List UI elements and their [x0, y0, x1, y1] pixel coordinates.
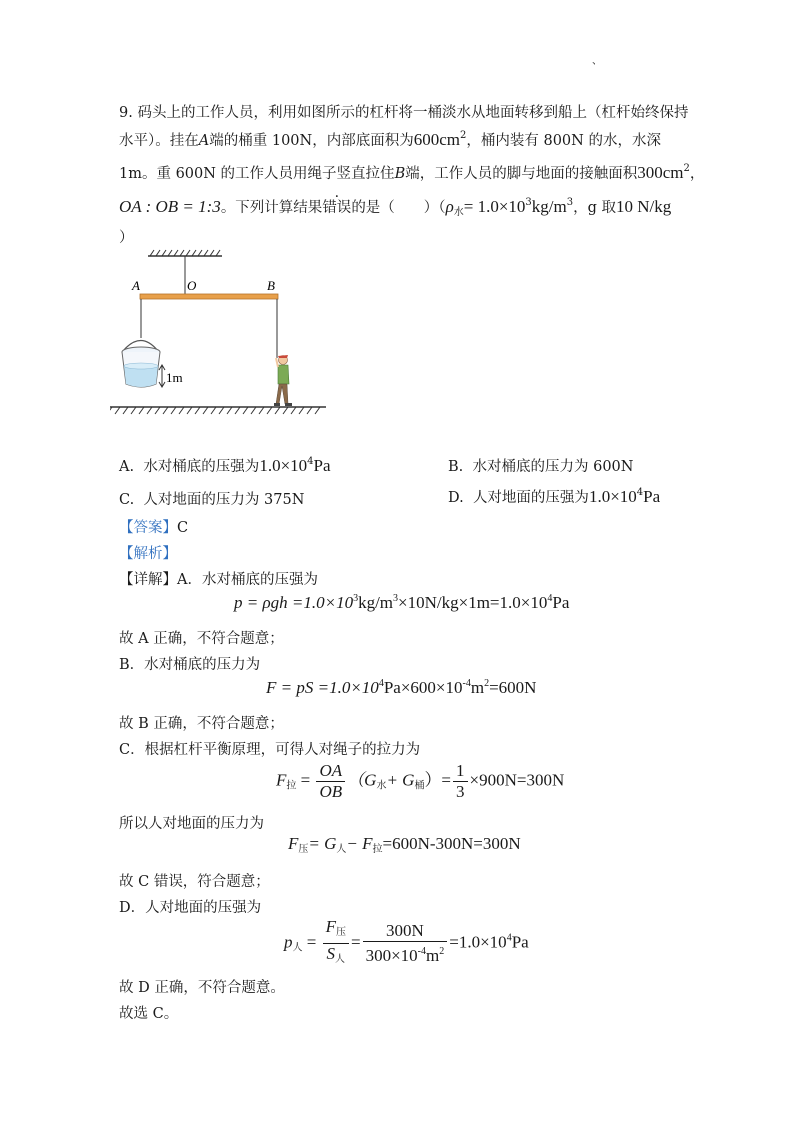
option-a [119, 455, 331, 476]
frac-num: 300N [363, 922, 448, 942]
detail-b: B．水对桶底的压力为 [119, 657, 261, 673]
equation-ground-pressure: $p_人$ = $\frac{F_压}{S_人}$ = $\frac{300N}{300\times 10^{-4}m^2}$ $=1.0\times 10^4Pa$ [284, 918, 529, 969]
eq4-result: =600N-300N=300N [382, 834, 521, 853]
fraction-one-third [453, 762, 468, 801]
q-text: 的是（ ）（ [351, 200, 446, 216]
option-a-text: 水对桶底的压强为 [143, 459, 260, 475]
option-a-exp: 4 [307, 456, 314, 467]
equation-pressure-water [234, 593, 569, 613]
option-d-unit: Pa [643, 487, 661, 506]
label-B: B [267, 278, 275, 293]
answer-value: C [177, 520, 189, 536]
eq3-result: ×900N=300N [469, 770, 565, 790]
eq2-calc: Pa×600×10 [383, 678, 463, 697]
q-emphasis: 错误 [322, 200, 352, 216]
eq1-sup: 4 [547, 593, 553, 604]
option-b [448, 455, 633, 476]
option-d-text: 人对地面的压强为 [472, 490, 589, 506]
q-var-B: B [394, 166, 406, 182]
option-c [119, 488, 304, 509]
option-c-text: 人对地面的压力为 375N [143, 492, 305, 508]
option-d [448, 486, 660, 507]
eq1-sup: 3 [353, 593, 359, 604]
frac-den-exp: 2 [439, 946, 445, 957]
q-g: 10 N/kg [616, 197, 672, 216]
eq2-result: =600N [489, 678, 537, 697]
question-line-1: 9. 码头上的工作人员，利用如图所示的杠杆将一桶淡水从地面转移到船上（杠杆始终保持 [119, 105, 689, 121]
equation-force-water [266, 678, 536, 698]
detail-a-line [119, 568, 318, 589]
q-unit: kg/m [531, 197, 567, 216]
label-O: O [187, 278, 197, 293]
detail-d: D．人对地面的压强为 [119, 900, 262, 916]
q-sup: 2 [460, 130, 467, 141]
eq4-F: F [288, 834, 299, 853]
q-text: 水平）。挂在 [119, 133, 199, 149]
q-text: ，g 取 [573, 200, 617, 216]
eq2-sup: -4 [462, 678, 471, 689]
q-text: ， [689, 166, 705, 182]
q-density: = 1.0×10 [463, 197, 526, 216]
option-a-prefix: A. [119, 459, 135, 475]
lever-bar [140, 294, 278, 299]
eq4-G: = G [308, 834, 337, 853]
option-d-exp: 4 [636, 487, 644, 498]
eq3-sub: 拉 [286, 780, 297, 792]
q-area: 300cm [637, 163, 684, 182]
eq5-unit: Pa [511, 932, 529, 952]
conclusion-d: 故 D 正确，不符合题意。 [119, 980, 285, 996]
question-line-4 [119, 196, 671, 218]
eq2-main: F = pS =1.0×10 [266, 678, 379, 697]
eq1-main: p = ρgh =1.0×10 [234, 593, 354, 612]
eq4-sub: 压 [298, 844, 309, 855]
answer-line [119, 516, 188, 537]
fraction-f-s [323, 918, 349, 969]
eq3-close: ）= [424, 770, 452, 790]
eq2-sup: 2 [484, 678, 490, 689]
answer-tag: 【答案】 [119, 520, 177, 536]
frac-den: 300×10 [365, 946, 418, 965]
frac-num: 1 [453, 762, 468, 782]
q-sup: 3 [566, 197, 574, 208]
conclusion-a: 故 A 正确，不符合题意； [119, 631, 284, 647]
eq2-unit: m [470, 678, 485, 697]
eq3-mid: （G [347, 770, 377, 790]
q-text: 端的桶重 100N，内部底面积为 [209, 133, 414, 149]
option-d-prefix: D. [448, 490, 464, 506]
eq4-sub: 拉 [372, 844, 383, 855]
q-sub: 水 [453, 207, 464, 218]
q-ratio: OA : OB = 1:3 [119, 197, 221, 216]
frac-num-F: F [325, 917, 336, 936]
fraction-oa-ob [316, 762, 345, 801]
detail-a-text: A．水对桶底的压强为 [177, 572, 318, 588]
frac-den-unit: m [426, 946, 440, 965]
analysis-tag: 【解析】 [119, 546, 177, 562]
question-line-3 [119, 162, 704, 183]
option-b-prefix: B. [448, 459, 464, 475]
eq2-sup: 4 [378, 678, 384, 689]
q-text: 1m。重 600N 的工作人员用绳子竖直拉住 [119, 166, 395, 182]
worker-figure [274, 355, 292, 406]
eq3-plus: + G [386, 770, 415, 790]
option-c-prefix: C. [119, 492, 135, 508]
detail-tag: 【详解】 [119, 572, 177, 588]
lever-diagram [110, 248, 330, 423]
eq5-result: =1.0×10 [449, 932, 507, 952]
equation-rope-tension: $F_拉$ = $\frac{OA}{OB}$ $(G_水+ G_桶)=$ $\frac{1}{3}$ ×900N=300N [276, 761, 565, 801]
q-sup: 2 [683, 163, 690, 174]
fraction-values [363, 922, 448, 965]
eq5-sup: 4 [506, 932, 512, 944]
frac-num-sub: 压 [335, 927, 346, 938]
q-text: ，桶内装有 800N 的水，水深 [466, 133, 661, 149]
eq1-calc: ×10N/kg×1m=1.0×10 [398, 593, 548, 612]
frac-den-S: S [326, 944, 336, 963]
option-a-unit: Pa [313, 456, 331, 475]
question-line-2 [119, 129, 661, 150]
q-rho: ρ [445, 197, 454, 216]
eq3-sub: 桶 [414, 780, 425, 792]
option-b-text: 水对桶底的压力为 600N [472, 459, 634, 475]
eq1-unit: Pa [552, 593, 570, 612]
q-text: 。下列计算结果 [220, 200, 323, 216]
ceiling-support [148, 250, 222, 256]
question-line-5: ） [119, 230, 134, 246]
option-a-value: 1.0×10 [259, 456, 308, 475]
eq5-p: p [284, 932, 293, 952]
water-bucket [122, 341, 160, 388]
frac-num: OA [316, 762, 345, 782]
eq4-minus: − F [346, 834, 373, 853]
eq4-sub: 人 [336, 844, 347, 855]
detail-c2: 所以人对地面的压力为 [119, 816, 264, 832]
eq1-unit: kg/m [358, 593, 394, 612]
corner-mark: 、 [592, 56, 602, 67]
equation-ground-force [288, 834, 521, 855]
conclusion-b: 故 B 正确，不符合题意； [119, 716, 284, 732]
label-A: A [132, 278, 140, 293]
final-answer: 故选 C。 [119, 1006, 179, 1022]
frac-den-sub: 人 [335, 954, 346, 965]
detail-c: C．根据杠杆平衡原理，可得人对绳子的拉力为 [119, 742, 421, 758]
eq5-sub: 人 [292, 942, 303, 954]
frac-den: OB [319, 782, 343, 801]
frac-den-exp: -4 [417, 946, 427, 957]
q-text: 端，工作人员的脚与地面的接触面积 [405, 166, 638, 182]
ground [110, 407, 326, 414]
frac-den: 3 [456, 782, 465, 801]
depth-label: 1m [166, 370, 183, 385]
eq3-F: F [276, 770, 287, 790]
depth-marker [159, 365, 165, 387]
conclusion-c: 故 C 错误，符合题意； [119, 874, 270, 890]
q-area: 600cm [413, 130, 460, 149]
eq3-sub: 水 [376, 780, 387, 792]
option-d-value: 1.0×10 [588, 487, 637, 506]
eq1-sup: 3 [393, 593, 399, 604]
q-var-A: A [198, 133, 210, 149]
q-sup: 3 [525, 197, 532, 208]
